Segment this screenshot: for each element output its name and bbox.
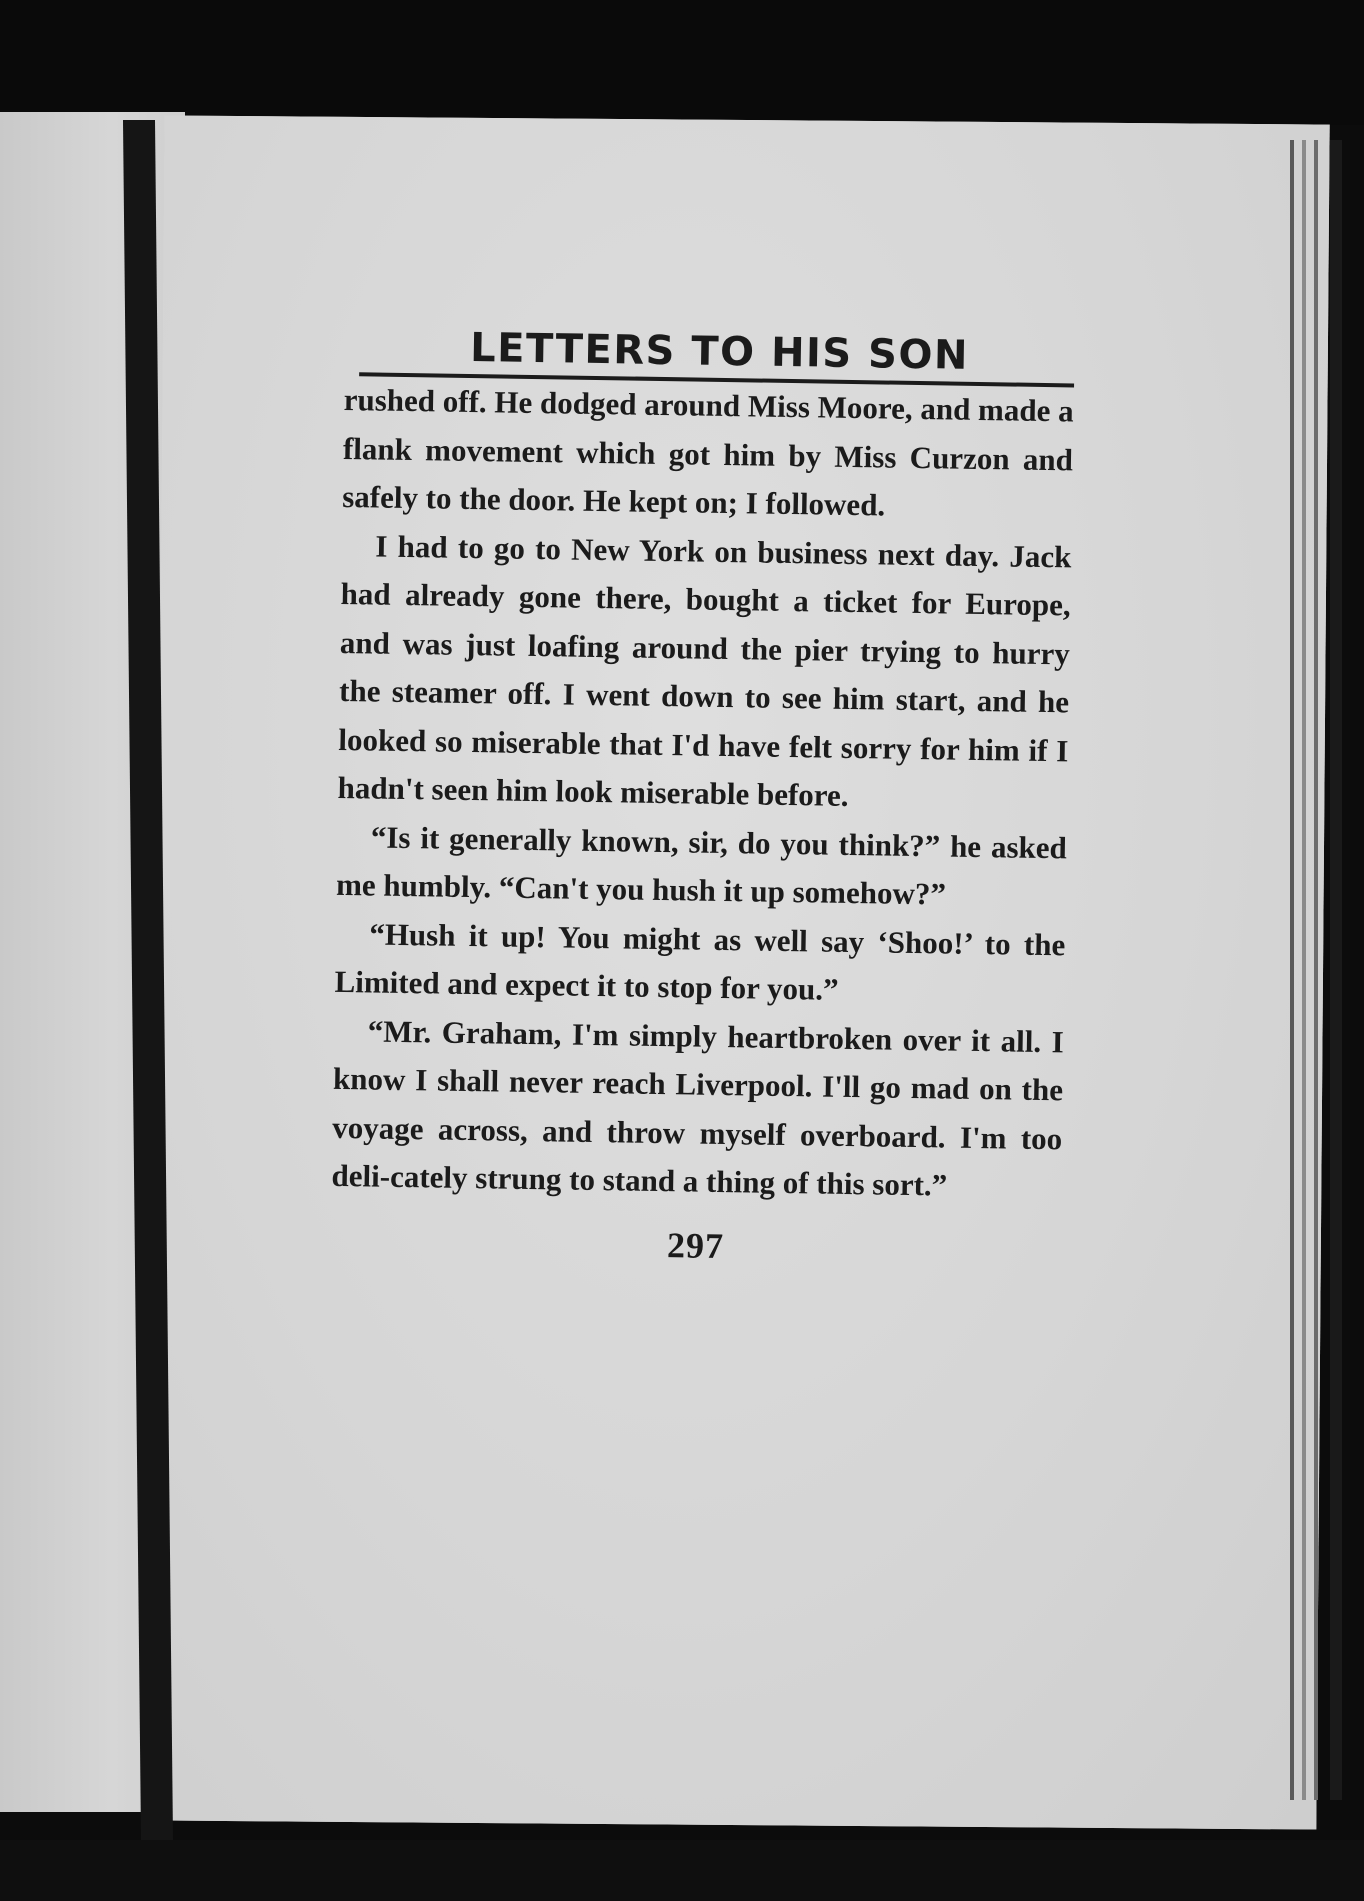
page-content: [330, 320, 1075, 1272]
body-text: [331, 376, 1074, 1212]
running-head: LETTERS TO HIS SON: [469, 324, 970, 379]
page-edge: [1302, 140, 1306, 1800]
paragraph: “Hush it up! You might as well say ‘Shoo!’ to the Limited and expect it to stop for you.”: [334, 915, 1066, 1007]
paragraph: “Is it generally known, sir, do you think?” he asked me humbly. “Can't you hush it up somehow?”: [335, 818, 1068, 912]
page-edge: [1290, 140, 1294, 1800]
scan-background-top: [0, 0, 1364, 125]
page-number: 297: [666, 1224, 725, 1266]
paragraph: I had to go to New York on business next day. Jack had already gone there, bought a ticket for Europe, and was just loafing around the pier trying to hurry the steamer off. I went down to see him start, and he looked so miserable that I'd have felt sorry for him if I hadn't seen him look miserable before.: [337, 528, 1072, 813]
paragraph: rushed off. He dodged around Miss Moore, and made a flank movement which got him by Miss Curzon and safely to the door. He kept on; I followed.: [341, 381, 1074, 523]
page-edge: [1330, 140, 1342, 1800]
paragraph: “Mr. Graham, I'm simply heartbroken over it all. I know I shall never reach Liverpool. I'll go mad on the voyage across, and throw myself overboard. I'm too deli-cately strung to stand a thing of this sort.”: [331, 1012, 1065, 1203]
page-edge: [1314, 140, 1318, 1800]
scan-background-bottom: [0, 1840, 1364, 1901]
